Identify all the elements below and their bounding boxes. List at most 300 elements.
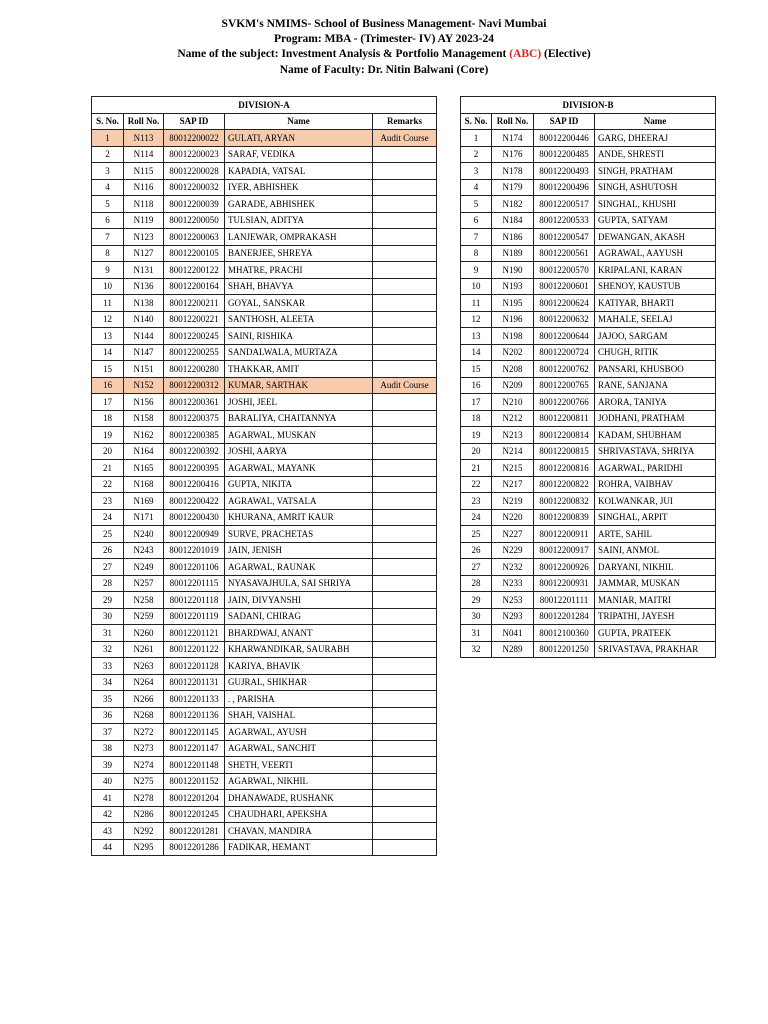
- sap-id-cell: 80012201145: [164, 724, 225, 741]
- roll-cell: N193: [492, 278, 534, 295]
- sap-id-cell: 80012200485: [534, 146, 595, 163]
- table-row: [461, 361, 716, 378]
- roll-cell: N268: [124, 707, 164, 724]
- roll-cell: N152: [124, 377, 164, 394]
- roll-cell: N115: [124, 163, 164, 180]
- serial-cell: 25: [461, 526, 492, 543]
- roll-cell: N176: [492, 146, 534, 163]
- serial-cell: 24: [461, 509, 492, 526]
- sap-id-cell: 80012200022: [164, 130, 225, 147]
- sap-id-cell: 80012200926: [534, 559, 595, 576]
- roll-cell: N209: [492, 377, 534, 394]
- serial-cell: 1: [92, 130, 124, 147]
- remarks-cell: [373, 229, 437, 246]
- serial-cell: 16: [92, 377, 124, 394]
- student-name-cell: MANIAR, MAITRI: [595, 592, 716, 609]
- roll-cell: N114: [124, 146, 164, 163]
- serial-cell: 42: [92, 806, 124, 823]
- serial-cell: 28: [461, 575, 492, 592]
- col-name: Name: [225, 113, 373, 130]
- roll-cell: N272: [124, 724, 164, 741]
- remarks-cell: [373, 361, 437, 378]
- sap-id-cell: 80012201119: [164, 608, 225, 625]
- serial-cell: 15: [92, 361, 124, 378]
- serial-cell: 38: [92, 740, 124, 757]
- serial-cell: 44: [92, 839, 124, 856]
- table-row: [92, 559, 437, 576]
- remarks-cell: [373, 658, 437, 675]
- roll-cell: N258: [124, 592, 164, 609]
- student-name-cell: MAHALE, SEELAJ: [595, 311, 716, 328]
- sap-id-cell: 80012100360: [534, 625, 595, 642]
- remarks-cell: [373, 641, 437, 658]
- serial-cell: 31: [461, 625, 492, 642]
- student-name-cell: THAKKAR, AMIT: [225, 361, 373, 378]
- student-name-cell: JAMMAR, MUSKAN: [595, 575, 716, 592]
- roll-cell: N158: [124, 410, 164, 427]
- roll-cell: N179: [492, 179, 534, 196]
- sap-id-cell: 80012201122: [164, 641, 225, 658]
- col-remarks: Remarks: [373, 113, 437, 130]
- sap-id-cell: 80012200032: [164, 179, 225, 196]
- student-name-cell: RANE, SANJANA: [595, 377, 716, 394]
- sap-id-cell: 80012200245: [164, 328, 225, 345]
- sap-id-cell: 80012200547: [534, 229, 595, 246]
- roll-cell: N293: [492, 608, 534, 625]
- roll-cell: N127: [124, 245, 164, 262]
- remarks-cell: [373, 163, 437, 180]
- serial-cell: 24: [92, 509, 124, 526]
- student-name-cell: MHATRE, PRACHI: [225, 262, 373, 279]
- sap-id-cell: 80012201019: [164, 542, 225, 559]
- table-row: [92, 328, 437, 345]
- remarks-cell: [373, 146, 437, 163]
- table-row: [461, 196, 716, 213]
- sap-id-cell: 80012200392: [164, 443, 225, 460]
- col-roll: Roll No.: [124, 113, 164, 130]
- table-row: [92, 526, 437, 543]
- remarks-cell: [373, 196, 437, 213]
- table-row: [92, 344, 437, 361]
- table-row: [92, 674, 437, 691]
- table-row: [92, 212, 437, 229]
- sap-id-cell: 80012200822: [534, 476, 595, 493]
- roll-cell: N182: [492, 196, 534, 213]
- table-row: [92, 691, 437, 708]
- remarks-cell: [373, 493, 437, 510]
- remarks-cell: [373, 410, 437, 427]
- sap-id-cell: 80012200122: [164, 262, 225, 279]
- table-row: [92, 245, 437, 262]
- division-b-header-row: [461, 113, 716, 130]
- remarks-cell: [373, 707, 437, 724]
- table-row: [461, 592, 716, 609]
- sap-id-cell: 80012200280: [164, 361, 225, 378]
- serial-cell: 16: [461, 377, 492, 394]
- remarks-cell: [373, 674, 437, 691]
- serial-cell: 7: [461, 229, 492, 246]
- student-name-cell: SANTHOSH, ALEETA: [225, 311, 373, 328]
- student-name-cell: IYER, ABHISHEK: [225, 179, 373, 196]
- sap-id-cell: 80012200561: [534, 245, 595, 262]
- student-name-cell: AGARWAL, SANCHIT: [225, 740, 373, 757]
- table-row: [461, 328, 716, 345]
- sap-id-cell: 80012201121: [164, 625, 225, 642]
- sap-id-cell: 80012200430: [164, 509, 225, 526]
- roll-cell: N259: [124, 608, 164, 625]
- student-name-cell: SARAF, VEDIKA: [225, 146, 373, 163]
- remarks-cell: Audit Course: [373, 130, 437, 147]
- sap-id-cell: 80012200028: [164, 163, 225, 180]
- remarks-cell: [373, 773, 437, 790]
- student-name-cell: AGRAWAL, VATSALA: [225, 493, 373, 510]
- table-row: [461, 559, 716, 576]
- serial-cell: 21: [92, 460, 124, 477]
- student-name-cell: JAIN, DIVYANSHI: [225, 592, 373, 609]
- serial-cell: 10: [461, 278, 492, 295]
- roll-cell: N261: [124, 641, 164, 658]
- remarks-cell: [373, 460, 437, 477]
- table-row: [92, 476, 437, 493]
- table-row: [461, 526, 716, 543]
- table-row: [92, 509, 437, 526]
- remarks-cell: [373, 559, 437, 576]
- serial-cell: 23: [461, 493, 492, 510]
- roll-cell: N229: [492, 542, 534, 559]
- remarks-cell: [373, 526, 437, 543]
- roll-cell: N212: [492, 410, 534, 427]
- abc-tag: (ABC): [509, 48, 542, 61]
- sap-id-cell: 80012200839: [534, 509, 595, 526]
- remarks-cell: [373, 625, 437, 642]
- serial-cell: 28: [92, 575, 124, 592]
- serial-cell: 2: [461, 146, 492, 163]
- table-row: [92, 130, 437, 147]
- table-row: [92, 262, 437, 279]
- table-row: [92, 740, 437, 757]
- serial-cell: 39: [92, 757, 124, 774]
- serial-cell: 4: [461, 179, 492, 196]
- student-name-cell: SHAH, VAISHAL: [225, 707, 373, 724]
- table-row: [92, 377, 437, 394]
- table-row: [92, 575, 437, 592]
- roll-cell: N198: [492, 328, 534, 345]
- serial-cell: 36: [92, 707, 124, 724]
- serial-cell: 3: [461, 163, 492, 180]
- roll-cell: N140: [124, 311, 164, 328]
- roll-cell: N274: [124, 757, 164, 774]
- serial-cell: 27: [461, 559, 492, 576]
- student-name-cell: GARADE, ABHISHEK: [225, 196, 373, 213]
- student-name-cell: CHAUDHARI, APEKSHA: [225, 806, 373, 823]
- roll-cell: N195: [492, 295, 534, 312]
- remarks-cell: [373, 476, 437, 493]
- roll-cell: N273: [124, 740, 164, 757]
- sap-id-cell: 80012200255: [164, 344, 225, 361]
- roll-cell: N136: [124, 278, 164, 295]
- table-row: [461, 163, 716, 180]
- student-name-cell: ROHRA, VAIBHAV: [595, 476, 716, 493]
- table-row: [461, 443, 716, 460]
- roll-cell: N257: [124, 575, 164, 592]
- table-row: [461, 493, 716, 510]
- table-row: [92, 773, 437, 790]
- student-name-cell: KATIYAR, BHARTI: [595, 295, 716, 312]
- sap-id-cell: 80012200023: [164, 146, 225, 163]
- sap-id-cell: 80012200493: [534, 163, 595, 180]
- serial-cell: 31: [92, 625, 124, 642]
- faculty-line: Name of Faculty: Dr. Nitin Balwani (Core): [279, 63, 489, 76]
- sap-id-cell: 80012200063: [164, 229, 225, 246]
- sap-id-cell: 80012200765: [534, 377, 595, 394]
- student-name-cell: NYASAVAJHULA, SAI SHRIYA: [225, 575, 373, 592]
- roll-cell: N138: [124, 295, 164, 312]
- sap-id-cell: 80012201115: [164, 575, 225, 592]
- roll-cell: N215: [492, 460, 534, 477]
- table-row: [461, 295, 716, 312]
- table-row: [92, 229, 437, 246]
- serial-cell: 5: [92, 196, 124, 213]
- col-sno: S. No.: [461, 113, 492, 130]
- roll-cell: N249: [124, 559, 164, 576]
- table-row: [461, 229, 716, 246]
- student-name-cell: SAINI, RISHIKA: [225, 328, 373, 345]
- table-row: [92, 839, 437, 856]
- col-sno: S. No.: [92, 113, 124, 130]
- remarks-cell: [373, 724, 437, 741]
- table-row: [92, 443, 437, 460]
- roll-cell: N164: [124, 443, 164, 460]
- student-name-cell: GARG, DHEERAJ: [595, 130, 716, 147]
- student-name-cell: SANDALWALA, MURTAZA: [225, 344, 373, 361]
- student-name-cell: SHETH, VEERTI: [225, 757, 373, 774]
- roll-cell: N196: [492, 311, 534, 328]
- serial-cell: 8: [461, 245, 492, 262]
- serial-cell: 20: [461, 443, 492, 460]
- roll-cell: N233: [492, 575, 534, 592]
- table-row: [92, 361, 437, 378]
- sap-id-cell: 80012200375: [164, 410, 225, 427]
- sap-id-cell: 80012200624: [534, 295, 595, 312]
- student-name-cell: AGARWAL, PARIDHI: [595, 460, 716, 477]
- student-name-cell: SRIVASTAVA, PRAKHAR: [595, 641, 716, 658]
- roll-cell: N210: [492, 394, 534, 411]
- serial-cell: 14: [92, 344, 124, 361]
- serial-cell: 17: [461, 394, 492, 411]
- sap-id-cell: 80012200917: [534, 542, 595, 559]
- sap-id-cell: 80012200644: [534, 328, 595, 345]
- subject-line: [0, 47, 768, 62]
- roll-cell: N189: [492, 245, 534, 262]
- roll-cell: N219: [492, 493, 534, 510]
- roll-cell: N131: [124, 262, 164, 279]
- sap-id-cell: 80012201106: [164, 559, 225, 576]
- table-row: [461, 542, 716, 559]
- student-name-cell: SHENOY, KAUSTUB: [595, 278, 716, 295]
- sap-id-cell: 80012200164: [164, 278, 225, 295]
- sap-id-cell: 80012201245: [164, 806, 225, 823]
- student-name-cell: KADAM, SHUBHAM: [595, 427, 716, 444]
- student-name-cell: KOLWANKAR, JUI: [595, 493, 716, 510]
- remarks-cell: [373, 740, 437, 757]
- sap-id-cell: 80012201284: [534, 608, 595, 625]
- serial-cell: 20: [92, 443, 124, 460]
- sap-id-cell: 80012201136: [164, 707, 225, 724]
- sap-id-cell: 80012201152: [164, 773, 225, 790]
- student-name-cell: TULSIAN, ADITYA: [225, 212, 373, 229]
- table-row: [92, 806, 437, 823]
- sap-id-cell: 80012200766: [534, 394, 595, 411]
- serial-cell: 14: [461, 344, 492, 361]
- remarks-cell: [373, 295, 437, 312]
- col-name: Name: [595, 113, 716, 130]
- student-name-cell: ARTE, SAHIL: [595, 526, 716, 543]
- student-name-cell: JOSHI, AARYA: [225, 443, 373, 460]
- serial-cell: 10: [92, 278, 124, 295]
- roll-cell: N213: [492, 427, 534, 444]
- sap-id-cell: 80012200724: [534, 344, 595, 361]
- table-row: [92, 641, 437, 658]
- student-name-cell: ARORA, TANIYA: [595, 394, 716, 411]
- serial-cell: 32: [92, 641, 124, 658]
- student-name-cell: AGARWAL, MAYANK: [225, 460, 373, 477]
- roll-cell: N217: [492, 476, 534, 493]
- table-row: [461, 476, 716, 493]
- roll-cell: N264: [124, 674, 164, 691]
- table-row: [92, 608, 437, 625]
- remarks-cell: [373, 823, 437, 840]
- sap-id-cell: 80012201250: [534, 641, 595, 658]
- roll-cell: N295: [124, 839, 164, 856]
- student-name-cell: SADANI, CHIRAG: [225, 608, 373, 625]
- serial-cell: 29: [92, 592, 124, 609]
- serial-cell: 12: [461, 311, 492, 328]
- student-name-cell: AGRAWAL, AAYUSH: [595, 245, 716, 262]
- serial-cell: 40: [92, 773, 124, 790]
- roll-cell: N123: [124, 229, 164, 246]
- sap-id-cell: 80012200533: [534, 212, 595, 229]
- table-row: [92, 658, 437, 675]
- table-row: [461, 427, 716, 444]
- document-header: [0, 17, 768, 78]
- roll-cell: N041: [492, 625, 534, 642]
- sap-id-cell: 80012201147: [164, 740, 225, 757]
- student-name-cell: KARIYA, BHAVIK: [225, 658, 373, 675]
- serial-cell: 23: [92, 493, 124, 510]
- division-b-table: [460, 96, 716, 658]
- table-row: [461, 262, 716, 279]
- student-name-cell: KHURANA, AMRIT KAUR: [225, 509, 373, 526]
- remarks-cell: [373, 575, 437, 592]
- student-name-cell: TRIPATHI, JAYESH: [595, 608, 716, 625]
- table-row: [461, 245, 716, 262]
- serial-cell: 6: [461, 212, 492, 229]
- sap-id-cell: 80012200395: [164, 460, 225, 477]
- serial-cell: 22: [92, 476, 124, 493]
- serial-cell: 27: [92, 559, 124, 576]
- sap-id-cell: 80012201281: [164, 823, 225, 840]
- table-row: [92, 179, 437, 196]
- roll-cell: N243: [124, 542, 164, 559]
- serial-cell: 43: [92, 823, 124, 840]
- serial-cell: 13: [461, 328, 492, 345]
- sap-id-cell: 80012200931: [534, 575, 595, 592]
- sap-id-cell: 80012200496: [534, 179, 595, 196]
- roll-cell: N289: [492, 641, 534, 658]
- roll-cell: N162: [124, 427, 164, 444]
- roll-cell: N118: [124, 196, 164, 213]
- sap-id-cell: 80012200816: [534, 460, 595, 477]
- student-name-cell: DEWANGAN, AKASH: [595, 229, 716, 246]
- division-a-table: [91, 96, 437, 856]
- col-sap: SAP ID: [164, 113, 225, 130]
- serial-cell: 3: [92, 163, 124, 180]
- sap-id-cell: 80012200832: [534, 493, 595, 510]
- remarks-cell: [373, 427, 437, 444]
- sap-id-cell: 80012200601: [534, 278, 595, 295]
- roll-cell: N260: [124, 625, 164, 642]
- roll-cell: N227: [492, 526, 534, 543]
- table-row: [92, 757, 437, 774]
- remarks-cell: [373, 509, 437, 526]
- sap-id-cell: 80012200211: [164, 295, 225, 312]
- roll-cell: N220: [492, 509, 534, 526]
- remarks-cell: [373, 839, 437, 856]
- remarks-cell: [373, 806, 437, 823]
- sap-id-cell: 80012200105: [164, 245, 225, 262]
- table-row: [92, 410, 437, 427]
- table-row: [461, 146, 716, 163]
- serial-cell: 26: [92, 542, 124, 559]
- table-row: [461, 509, 716, 526]
- serial-cell: 34: [92, 674, 124, 691]
- table-row: [92, 311, 437, 328]
- sap-id-cell: 80012201204: [164, 790, 225, 807]
- table-row: [92, 278, 437, 295]
- student-name-cell: FADIKAR, HEMANT: [225, 839, 373, 856]
- serial-cell: 35: [92, 691, 124, 708]
- table-row: [92, 724, 437, 741]
- roll-cell: N171: [124, 509, 164, 526]
- table-row: [461, 377, 716, 394]
- student-name-cell: KUMAR, SARTHAK: [225, 377, 373, 394]
- table-row: [461, 410, 716, 427]
- sap-id-cell: 80012201111: [534, 592, 595, 609]
- student-name-cell: GUPTA, PRATEEK: [595, 625, 716, 642]
- table-row: [92, 196, 437, 213]
- remarks-cell: [373, 328, 437, 345]
- sap-id-cell: 80012201128: [164, 658, 225, 675]
- remarks-cell: [373, 443, 437, 460]
- sap-id-cell: 80012200416: [164, 476, 225, 493]
- remarks-cell: [373, 278, 437, 295]
- roll-cell: N263: [124, 658, 164, 675]
- table-row: [92, 163, 437, 180]
- serial-cell: 4: [92, 179, 124, 196]
- student-name-cell: AGARWAL, RAUNAK: [225, 559, 373, 576]
- roll-cell: N174: [492, 130, 534, 147]
- sap-id-cell: 80012200811: [534, 410, 595, 427]
- table-row: [92, 493, 437, 510]
- sap-id-cell: 80012200814: [534, 427, 595, 444]
- serial-cell: 11: [461, 295, 492, 312]
- student-name-cell: KAPADIA, VATSAL: [225, 163, 373, 180]
- table-row: [461, 575, 716, 592]
- serial-cell: 15: [461, 361, 492, 378]
- student-name-cell: JAIN, JENISH: [225, 542, 373, 559]
- student-name-cell: SURVE, PRACHETAS: [225, 526, 373, 543]
- roll-cell: N240: [124, 526, 164, 543]
